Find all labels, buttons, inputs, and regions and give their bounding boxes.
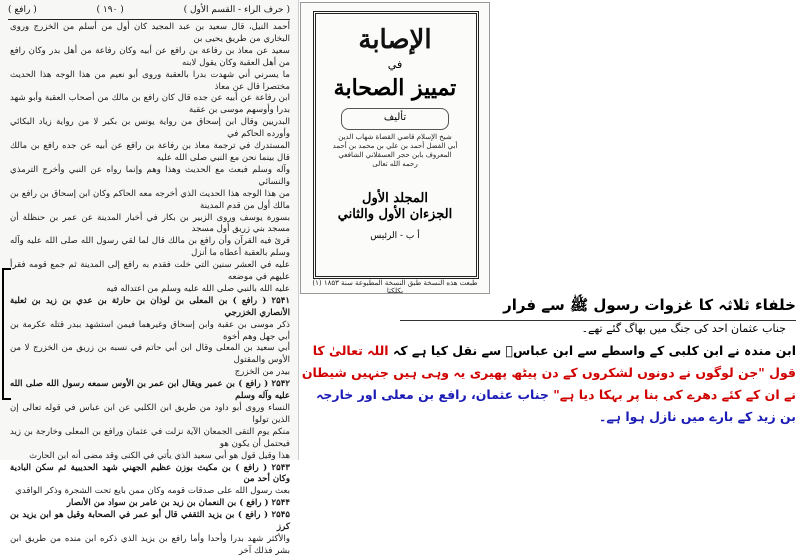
scan-text-line: سعيد عن معاذ بن رفاعة بن رافع عن أبيه وكان رفاعة من أهل بدر وكان رافع من أهل العقبة وكان يقول لابنه [10, 45, 290, 68]
urdu-text-blue: جناب عثمان، رافع بن معلی اور خارجہ بن زید کے بارے میں نازل ہوا ہے۔ [316, 387, 796, 424]
scanned-book-page [0, 0, 299, 556]
scan-text-line: بيدر من الخزرج [234, 367, 290, 378]
urdu-heading: خلفاء ثلاثہ کا غزوات رسول ﷺ سے فرار [400, 296, 796, 321]
cover-publisher: أ ب - الرئيس [370, 231, 420, 241]
urdu-text-black: ابن مندہ نے ابن کلبی کے واسطے سے ابن عباسؓ سے نقل کیا ہے کہ [388, 343, 796, 358]
cover-footer-note: طبعت هذه النسخة طبق النسخة المطبوعة سنة ۱۸۵۳ (۱) بكلكتا [312, 279, 478, 295]
scan-text-line: أحمد النيل، قال سعيد بن عبد المجيد كان أول من أسلم من الخزرج وروى البخاري من طريق يحيى بن [10, 22, 290, 44]
volume-line: الجزءان الأول والثاني [337, 207, 453, 222]
scan-text-line: عليه في العشر سنين التي خلت فقدم به رافع إلى المدينة ثم جمع قومه فقرأ عليهم في موضعه [10, 260, 290, 283]
scan-text-line: وآله وسلم فبعث مع الحديث وهذا وهم وإنما رواه عن النبي وأخرج الترمذي والنسائي [10, 164, 290, 187]
scan-text-line: من هذا الوجه هذا الحديث الذي أخرجه معه الحاكم وكان ابن إسحاق بن رافع بن مالك أول من قدم المدينة [10, 188, 290, 211]
header-entry-name: ( رافع ) [8, 5, 37, 15]
scan-text-line: أبي سعيد بن المعلى وقال ابن أبي حاتم في نسبه بن زريق من الخزرج لا من الأوس والمقتول [10, 343, 290, 366]
urdu-subheading: جناب عثمان احد کی جنگ میں بھاگ گئے تھے۔ [581, 322, 786, 335]
cover-title-connector: في [387, 58, 403, 71]
scan-text-line: ۲۵۴۱ ( رافع ) بن المعلى بن لوذان بن حارثة بن عدي بن زيد بن ثعلبة الأنصاري الخزرجي [10, 295, 290, 318]
scan-text-line: ۲۵۴۵ ( رافع ) بن يزيد الثقفي قال أبو عمر في الصحابة وقيل هو ابن يزيد بن كرز [10, 510, 290, 533]
scan-text-line: منكم يوم التقى الجمعان الآية نزلت في عثمان ورافع بن المعلى وخارجة بن زيد فيحتمل أن يكون هو [10, 426, 290, 449]
scan-text-line: هذا وقيل قول هو أبي سعيد الذي يأتي في الكنى وقد مضى أنه ابن الحارث [29, 450, 290, 461]
scan-text-body [10, 22, 290, 556]
scan-text-line: ما يسرني أني شهدت بدرا بالعقبة وروى أبو نعيم من هذا الوجه هذا الحديث مختصرا قال عن معاذ [10, 69, 290, 92]
cover-ornament: تأليف [341, 108, 449, 130]
highlight-bracket [2, 268, 11, 400]
scan-text-line: ۲۵۴۳ ( رافع ) بن مكيث بوزن عظيم الجهني شهد الحديبية ثم سكن البادية وكان أحد من [10, 462, 290, 485]
author-line: أبي الفضل أحمد بن علي بن محمد بن أحمد [332, 142, 458, 150]
cover-volume [317, 191, 473, 223]
scan-text-line: بعث رسول الله على صدقات قومه وكان ممن بايع تحت الشجرة وذكر الواقدي [15, 486, 290, 497]
scan-text-line: والأكثر شهد بدرا وأحدا وأما رافع بن يزيد الذي ذكره ابن منده من طريق ابن بشر فذلك آخر [10, 533, 290, 556]
volume-line: المجلد الأول [362, 191, 428, 206]
header-section-label: ( حرف الراء - القسم الأول ) [183, 5, 290, 15]
scan-text-line: البدريين وقال ابن إسحاق من رواية يونس بن بكير لا من رواية زياد البكائي وأورده الحاكم في [10, 117, 290, 140]
cover-title: الإصابة [358, 25, 432, 55]
author-line: المعروف بابن حجر العسقلاني الشافعي [338, 151, 452, 159]
cover-author [317, 133, 473, 169]
urdu-text-red: اللہ تعالیٰ کا قول "جن لوگوں نے دونوں لشکروں کے دن پیٹھ پھیری یہ وہی ہیں جنہیں شیطان نے ان کے کئے دھرے کی بنا پر بہکا دیا ہے" [301, 343, 796, 402]
scan-text-line: ابن رفاعة عن أبيه عن جده قال كان رافع بن مالك من أصحاب العقبة وأبو شهد بدرا وأوسهم موسى بن عقبة [10, 93, 290, 116]
scan-text-line: ۲۵۴۲ ( رافع ) بن عمير ويقال ابن عمر بن الأوس سمعه رسول الله صلى الله عليه وآله وسلم [10, 379, 290, 402]
scan-text-line: النساء وروى أبو داود من طريق ابن الكلبي عن ابن عباس في قوله تعالى إن الذين تولوا [10, 403, 290, 425]
author-line: رحمه الله تعالى [372, 160, 418, 168]
scan-text-line: ذكر موسى بن عقبة وابن إسحاق وغيرهما فيمن استشهد ببدر قتله عكرمة بن أبي جهل وهم أخوة [10, 319, 290, 342]
scan-text-line: المستدرك في ترجمة معاذ بن رفاعة بن رافع عن أبيه عن جده رافع بن مالك قال بينما نحن مع النبي صلى الله عليه [10, 141, 290, 163]
page-header [8, 2, 290, 18]
cover-title-second: تمييز الصحابة [333, 75, 457, 101]
scan-text-line: بسورة يوسف وروى الزبير بن بكار في أخبار المدينة عن عمر بن حنظلة أن مسجد بني زريق أول مسجد [10, 212, 290, 235]
header-rule [8, 19, 290, 20]
author-line: شيخ الإسلام قاضي القضاة شهاب الدين [338, 133, 452, 141]
book-cover [300, 2, 490, 294]
scan-text-line: قرئ فيه القرآن وأن رافع بن مالك قال لما لقي رسول الله صلى الله عليه وآله وسلم بالعقبة أعطاه ما أنزل [10, 236, 290, 259]
header-page-number: ( ۱۹۰ ) [96, 5, 124, 15]
scan-text-line: عليه الله بالنبي صلى الله عليه وسلم من اعتداله فيه [106, 283, 290, 294]
urdu-paragraph [300, 340, 796, 428]
scan-text-line: ۲۵۴۴ ( رافع ) بن النعمان بن زيد بن عامر بن سواد من الأنصار [66, 498, 290, 509]
